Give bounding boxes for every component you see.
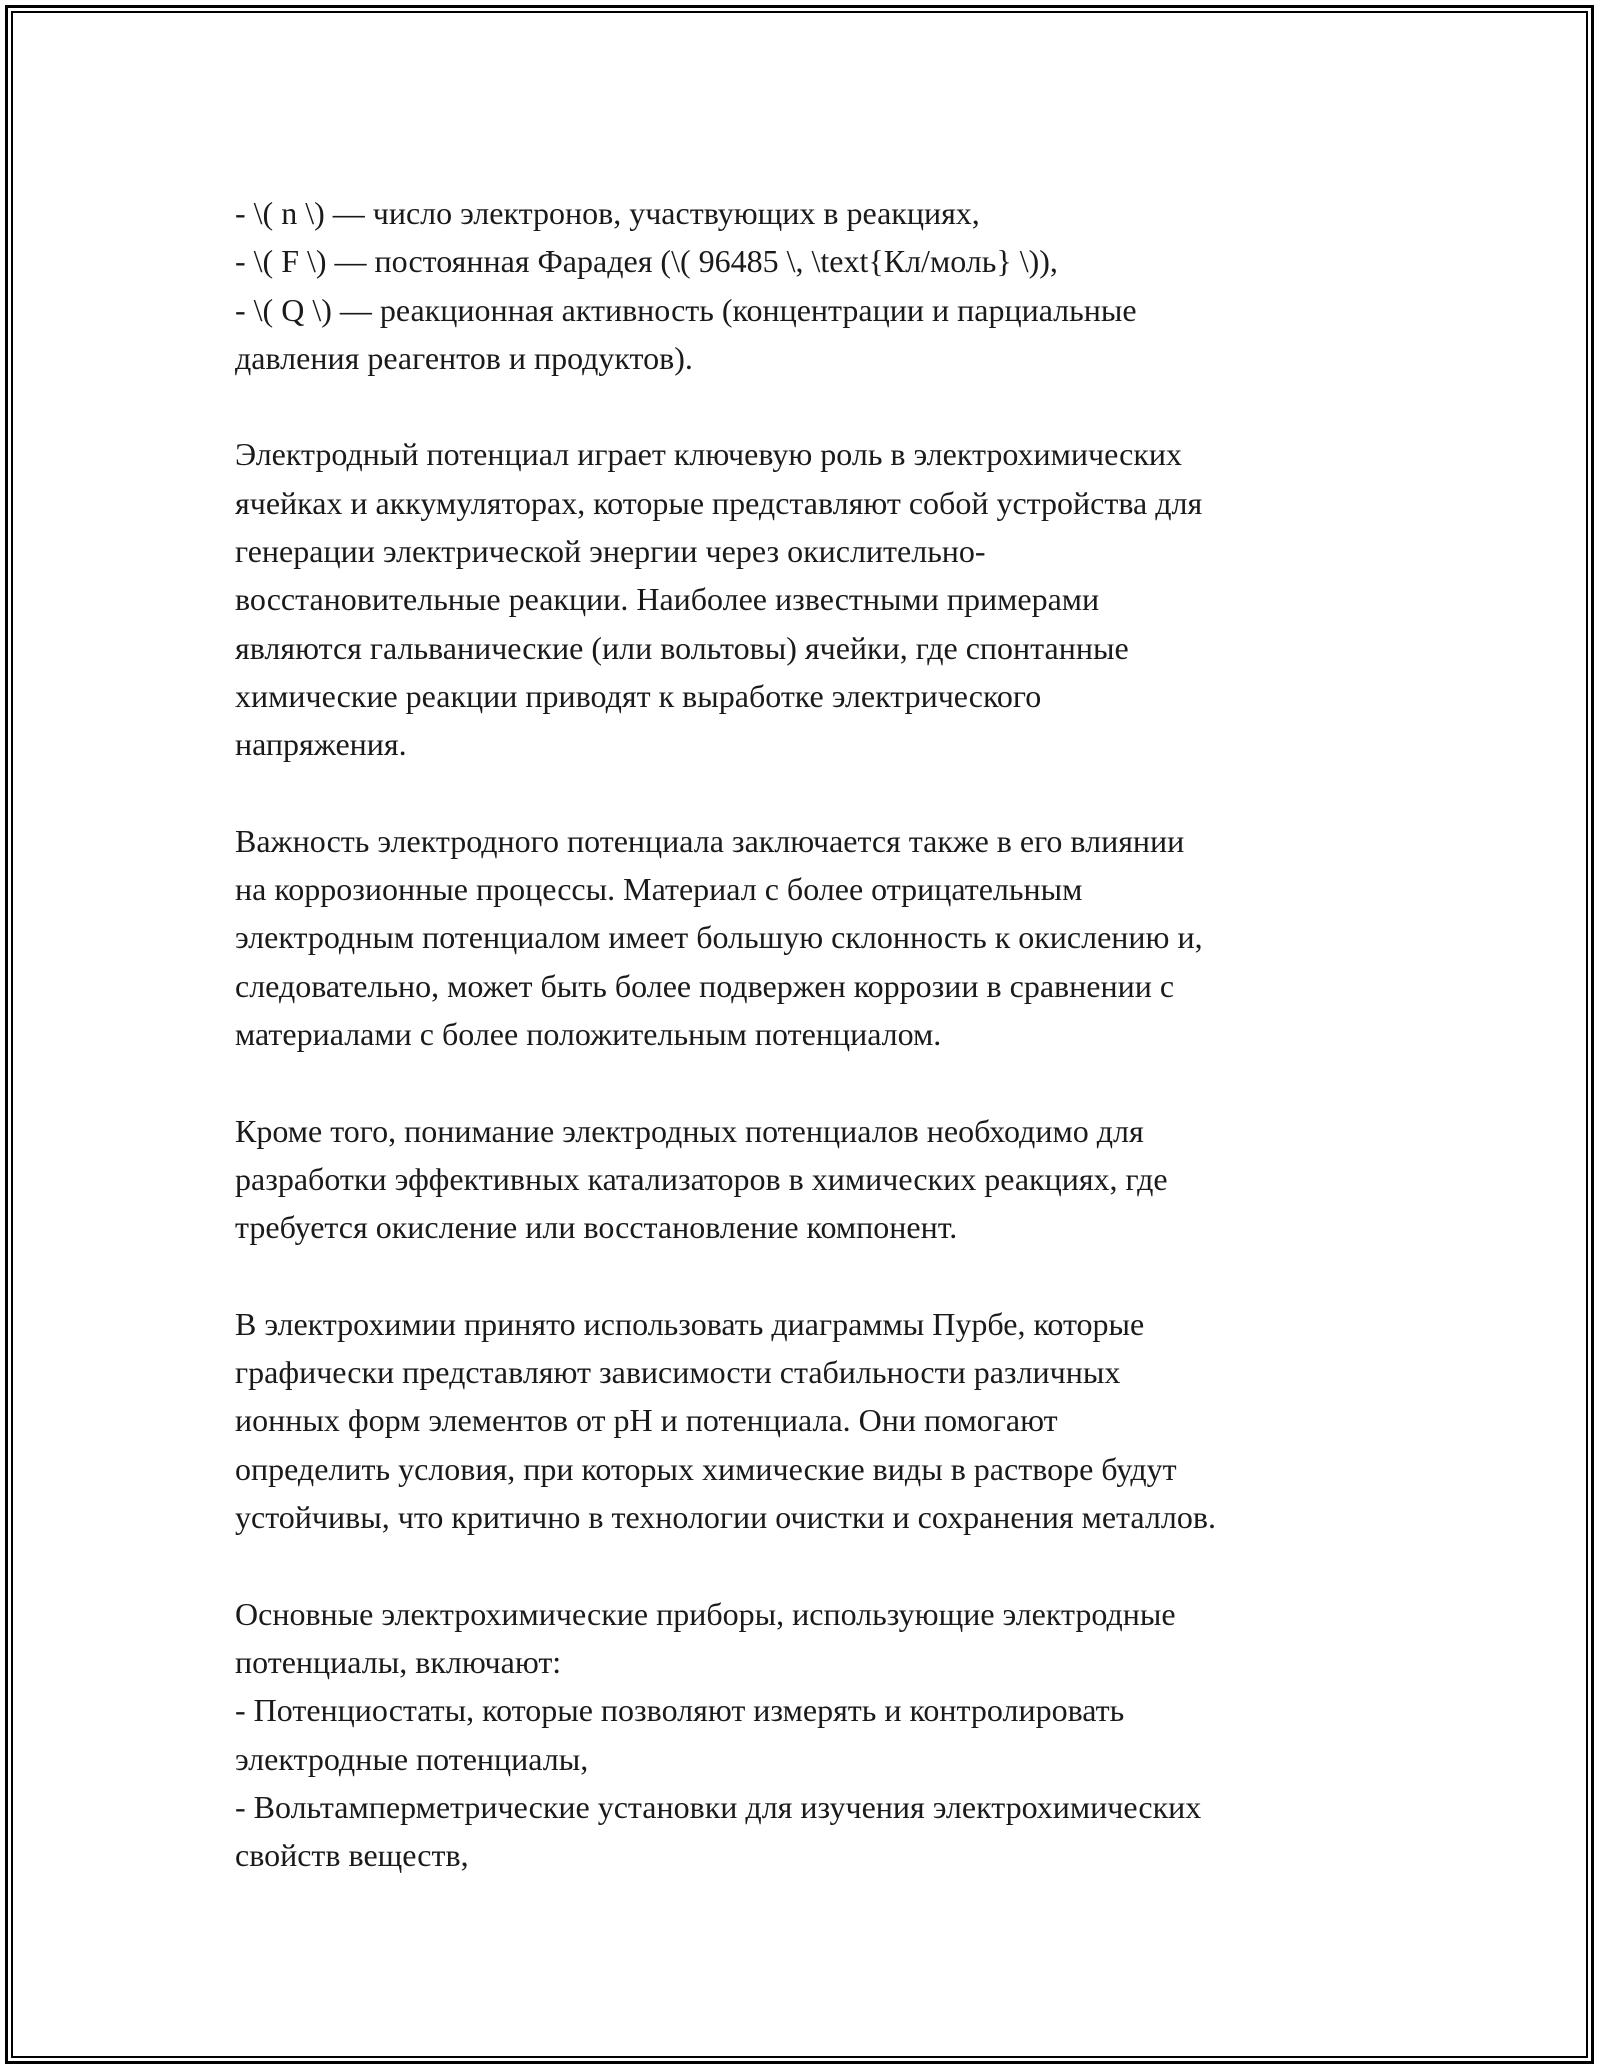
- text-line: ионных форм элементов от pH и потенциала. Они помогают: [235, 1402, 1058, 1439]
- text-line: являются гальванические (или вольтовы) ячейки, где спонтанные: [235, 629, 1129, 666]
- text-line: В электрохимии принято использовать диаграммы Пурбе, которые: [235, 1305, 1145, 1342]
- paragraph-electrode-potential-role: [235, 430, 1395, 768]
- text-line: ячейках и аккумуляторах, которые представляют собой устройства для: [235, 484, 1203, 521]
- text-line: определить условия, при которых химические виды в растворе будут: [235, 1450, 1177, 1487]
- text-line: потенциалы, включают:: [235, 1643, 562, 1680]
- paragraph-instruments: [235, 1590, 1395, 1880]
- text-line: - \( Q \) — реакционная активность (концентрации и парциальные: [235, 291, 1137, 328]
- document-body: [235, 189, 1395, 1928]
- text-line: устойчивы, что критично в технологии очистки и сохранения металлов.: [235, 1499, 1216, 1536]
- paragraph-catalysts: [235, 1107, 1395, 1252]
- text-line: давления реагентов и продуктов).: [235, 339, 693, 376]
- text-line: материалами с более положительным потенциалом.: [235, 1016, 942, 1053]
- text-line: Основные электрохимические приборы, использующие электродные: [235, 1595, 1176, 1632]
- text-line: Важность электродного потенциала заключается также в его влиянии: [235, 822, 1185, 859]
- text-line: - \( F \) — постоянная Фарадея (\( 96485 \, \text{Кл/моль} \)),: [235, 243, 1058, 280]
- text-line: свойств веществ,: [235, 1837, 469, 1874]
- list-item: - Вольтамперметрические установки для изучения электрохимических: [235, 1788, 1202, 1825]
- paragraph-variable-definitions: [235, 189, 1395, 382]
- text-line: графически представляют зависимости стабильности различных: [235, 1354, 1121, 1391]
- paragraph-pourbaix-diagrams: [235, 1300, 1395, 1541]
- text-line: генерации электрической энергии через окислительно-: [235, 533, 986, 570]
- text-line: разработки эффективных катализаторов в химических реакциях, где: [235, 1160, 1168, 1197]
- text-line: на коррозионные процессы. Материал с более отрицательным: [235, 871, 1083, 908]
- text-line: - \( n \) — число электронов, участвующих в реакциях,: [235, 195, 980, 231]
- text-line: электродным потенциалом имеет большую склонность к окислению и,: [235, 919, 1203, 956]
- text-line: Электродный потенциал играет ключевую роль в электрохимических: [235, 436, 1183, 473]
- text-line: электродные потенциалы,: [235, 1740, 589, 1777]
- text-line: напряжения.: [235, 726, 407, 763]
- text-line: химические реакции приводят к выработке электрического: [235, 677, 1042, 714]
- text-line: Кроме того, понимание электродных потенциалов необходимо для: [235, 1112, 1144, 1149]
- paragraph-corrosion: [235, 817, 1395, 1058]
- list-item: - Потенциостаты, которые позволяют измерять и контролировать: [235, 1692, 1125, 1729]
- text-line: восстановительные реакции. Наиболее известными примерами: [235, 581, 1100, 618]
- text-line: следовательно, может быть более подвержен коррозии в сравнении с: [235, 967, 1175, 1004]
- text-line: требуется окисление или восстановление компонент.: [235, 1209, 958, 1246]
